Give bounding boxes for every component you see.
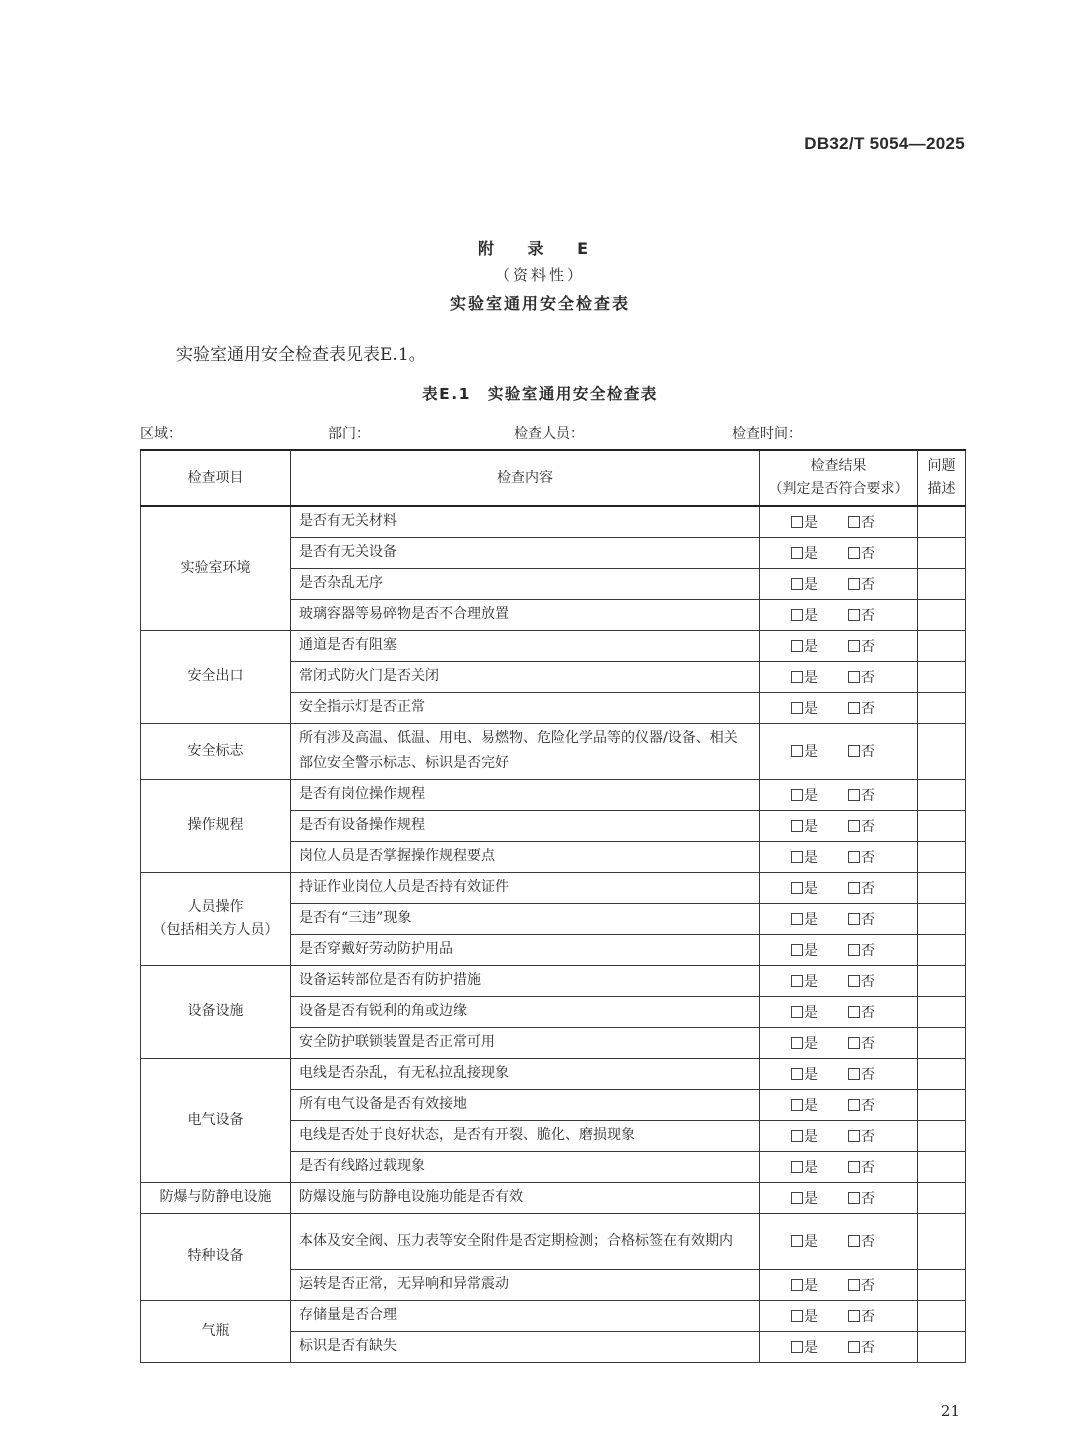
table-caption: 表E.1 实验室通用安全检查表: [422, 385, 658, 403]
check-content-item: 电线是否处于良好状态，是否有开裂、脆化、磨损现象: [291, 1120, 760, 1151]
no-option[interactable]: [848, 1157, 875, 1177]
yes-label: 是: [804, 576, 818, 593]
no-checkbox[interactable]: [848, 913, 860, 925]
yes-label: 是: [804, 1066, 818, 1083]
no-label: 否: [861, 1190, 875, 1207]
yes-label: 是: [804, 638, 818, 655]
no-option[interactable]: [848, 605, 875, 625]
issue-description-cell[interactable]: [918, 537, 966, 568]
yes-checkbox[interactable]: [791, 975, 803, 987]
header-check-item: 检查项目: [141, 450, 291, 506]
no-label: 否: [861, 1159, 875, 1176]
check-category: 操作规程: [141, 779, 291, 872]
no-checkbox[interactable]: [848, 578, 860, 590]
yes-label: 是: [804, 1234, 818, 1250]
yes-checkbox[interactable]: [791, 578, 803, 590]
no-option[interactable]: [848, 1231, 875, 1251]
yes-option[interactable]: [791, 1337, 818, 1357]
yes-checkbox[interactable]: [791, 913, 803, 925]
yes-option[interactable]: [791, 971, 818, 991]
no-checkbox[interactable]: [848, 1006, 860, 1018]
yes-checkbox[interactable]: [791, 671, 803, 683]
issue-description-cell[interactable]: [918, 630, 966, 661]
no-checkbox[interactable]: [848, 1279, 860, 1291]
yes-label: 是: [804, 1128, 818, 1145]
check-content-item: 设备是否有锐利的角或边缘: [291, 996, 760, 1027]
yes-option[interactable]: [791, 1157, 818, 1177]
standard-code: DB32/T 5054—2025: [804, 134, 965, 153]
appendix-type: （资料性）: [494, 266, 585, 284]
check-result-cell: [760, 810, 918, 841]
yes-checkbox[interactable]: [791, 547, 803, 559]
check-result-cell: [760, 1213, 918, 1269]
check-content-item: 是否有线路过载现象: [291, 1151, 760, 1182]
issue-description-cell[interactable]: [918, 1120, 966, 1151]
check-content-item: 是否有“三违”现象: [291, 903, 760, 934]
check-content-item: 持证作业岗位人员是否持有效证件: [291, 872, 760, 903]
yes-option[interactable]: [791, 1064, 818, 1084]
issue-description-cell[interactable]: [918, 934, 966, 965]
form-meta-row: [140, 423, 964, 445]
yes-checkbox[interactable]: [791, 1068, 803, 1080]
no-option[interactable]: [848, 1064, 875, 1084]
yes-option[interactable]: [791, 1126, 818, 1146]
no-option[interactable]: [848, 667, 875, 687]
check-content-item: 是否有岗位操作规程: [291, 779, 760, 810]
header-issue-text: 问题 描述: [927, 458, 956, 497]
table-row: [141, 723, 966, 779]
no-option[interactable]: [848, 1126, 875, 1146]
table-row: [141, 506, 966, 537]
yes-label: 是: [804, 514, 818, 531]
issue-description-cell[interactable]: [918, 1089, 966, 1120]
yes-checkbox[interactable]: [791, 944, 803, 956]
no-option[interactable]: [848, 543, 875, 563]
yes-checkbox[interactable]: [791, 1310, 803, 1322]
check-content-item: 运转是否正常，无异响和异常震动: [291, 1269, 760, 1300]
issue-description-cell[interactable]: [918, 568, 966, 599]
check-result-cell: [760, 872, 918, 903]
yes-label: 是: [804, 942, 818, 959]
yes-option[interactable]: [791, 1306, 818, 1326]
check-result-cell: [760, 1089, 918, 1120]
no-label: 否: [861, 545, 875, 562]
check-category: 防爆与防静电设施: [141, 1182, 291, 1213]
no-checkbox[interactable]: [848, 1099, 860, 1111]
no-label: 否: [861, 576, 875, 593]
no-checkbox[interactable]: [848, 745, 860, 757]
no-option[interactable]: [848, 1337, 875, 1357]
no-checkbox[interactable]: [848, 1192, 860, 1204]
issue-description-cell[interactable]: [918, 872, 966, 903]
yes-label: 是: [804, 1159, 818, 1176]
issue-description-cell[interactable]: [918, 506, 966, 537]
no-checkbox[interactable]: [848, 1341, 860, 1353]
check-result-cell: [760, 506, 918, 537]
issue-description-cell[interactable]: [918, 1151, 966, 1182]
no-option[interactable]: [848, 1306, 875, 1326]
no-label: 否: [861, 880, 875, 897]
table-row: [141, 1182, 966, 1213]
no-label: 否: [861, 1004, 875, 1021]
no-checkbox[interactable]: [848, 1310, 860, 1322]
issue-description-cell[interactable]: [918, 661, 966, 692]
check-result-cell: [760, 1151, 918, 1182]
check-content-item: 防爆设施与防静电设施功能是否有效: [291, 1182, 760, 1213]
check-content-item: 所有涉及高温、低温、用电、易燃物、危险化学品等的仪器/设备、相关部位安全警示标志、标识是否完好: [291, 723, 760, 779]
issue-description-cell[interactable]: [918, 1182, 966, 1213]
table-row: [141, 872, 966, 903]
yes-checkbox[interactable]: [791, 640, 803, 652]
issue-description-cell[interactable]: [918, 996, 966, 1027]
yes-option[interactable]: [791, 741, 818, 761]
check-content-item: 本体及安全阀、压力表等安全附件是否定期检测；合格标签在有效期内: [291, 1213, 760, 1269]
table-row: [141, 1058, 966, 1089]
yes-checkbox[interactable]: [791, 1006, 803, 1018]
check-content-item: 岗位人员是否掌握操作规程要点: [291, 841, 760, 872]
no-checkbox[interactable]: [848, 702, 860, 714]
check-result-cell: [760, 1058, 918, 1089]
no-checkbox[interactable]: [848, 975, 860, 987]
yes-checkbox[interactable]: [791, 1037, 803, 1049]
yes-option[interactable]: [791, 698, 818, 718]
no-option[interactable]: [848, 512, 875, 532]
no-checkbox[interactable]: [848, 1161, 860, 1173]
yes-checkbox[interactable]: [791, 1341, 803, 1353]
issue-description-cell[interactable]: [918, 965, 966, 996]
no-option[interactable]: [848, 847, 875, 867]
check-result-cell: [760, 779, 918, 810]
no-label: 否: [861, 787, 875, 804]
issue-description-cell[interactable]: [918, 1213, 966, 1269]
no-label: 否: [861, 1066, 875, 1083]
no-checkbox[interactable]: [848, 820, 860, 832]
yes-option[interactable]: [791, 636, 818, 656]
check-result-cell: [760, 1269, 918, 1300]
issue-description-cell[interactable]: [918, 903, 966, 934]
table-row: [141, 965, 966, 996]
yes-label: 是: [804, 545, 818, 562]
yes-label: 是: [804, 1277, 818, 1294]
yes-checkbox[interactable]: [791, 882, 803, 894]
no-option[interactable]: [848, 1188, 875, 1208]
yes-label: 是: [804, 1339, 818, 1356]
no-checkbox[interactable]: [848, 1037, 860, 1049]
no-checkbox[interactable]: [848, 1130, 860, 1142]
yes-option[interactable]: [791, 847, 818, 867]
no-option[interactable]: [848, 574, 875, 594]
yes-option[interactable]: [791, 1002, 818, 1022]
yes-checkbox[interactable]: [791, 1099, 803, 1111]
issue-description-cell[interactable]: [918, 692, 966, 723]
check-category: 安全出口: [141, 630, 291, 723]
issue-description-cell[interactable]: [918, 723, 966, 779]
check-category: 安全标志: [141, 723, 291, 779]
check-result-cell: [760, 1120, 918, 1151]
header-check-result-text: 检查结果 （判定是否符合要求）: [768, 458, 909, 497]
checklist-body: [141, 506, 966, 1362]
issue-description-cell[interactable]: [918, 1269, 966, 1300]
check-content-item: 安全指示灯是否正常: [291, 692, 760, 723]
no-checkbox[interactable]: [848, 516, 860, 528]
check-category: 设备设施: [141, 965, 291, 1058]
yes-checkbox[interactable]: [791, 1161, 803, 1173]
appendix-title: 附 录 E: [477, 239, 603, 258]
no-checkbox[interactable]: [848, 609, 860, 621]
no-option[interactable]: [848, 1033, 875, 1053]
safety-checklist-table: [140, 449, 966, 1363]
issue-description-cell[interactable]: [918, 1027, 966, 1058]
check-result-cell: [760, 537, 918, 568]
no-label: 否: [861, 744, 875, 760]
no-option[interactable]: [848, 878, 875, 898]
yes-option[interactable]: [791, 878, 818, 898]
yes-option[interactable]: [791, 1095, 818, 1115]
area-label: 区域：: [140, 426, 182, 442]
issue-description-cell[interactable]: [918, 1331, 966, 1362]
yes-option[interactable]: [791, 543, 818, 563]
yes-checkbox[interactable]: [791, 745, 803, 757]
yes-label: 是: [804, 787, 818, 804]
yes-option[interactable]: [791, 605, 818, 625]
yes-option[interactable]: [791, 512, 818, 532]
yes-label: 是: [804, 880, 818, 897]
check-content-item: 是否有无关材料: [291, 506, 760, 537]
check-result-cell: [760, 599, 918, 630]
yes-label: 是: [804, 669, 818, 686]
no-option[interactable]: [848, 971, 875, 991]
check-content-item: 常闭式防火门是否关闭: [291, 661, 760, 692]
yes-checkbox[interactable]: [791, 820, 803, 832]
yes-option[interactable]: [791, 940, 818, 960]
check-content-item: 标识是否有缺失: [291, 1331, 760, 1362]
inspection-time-label: 检查时间：: [732, 426, 802, 442]
yes-option[interactable]: [791, 667, 818, 687]
no-label: 否: [861, 1035, 875, 1052]
no-option[interactable]: [848, 698, 875, 718]
check-result-cell: [760, 723, 918, 779]
no-checkbox[interactable]: [848, 640, 860, 652]
check-content-item: 电线是否杂乱，有无私拉乱接现象: [291, 1058, 760, 1089]
check-content-item: 是否有设备操作规程: [291, 810, 760, 841]
yes-checkbox[interactable]: [791, 516, 803, 528]
yes-checkbox[interactable]: [791, 1130, 803, 1142]
yes-label: 是: [804, 973, 818, 990]
inspector-label: 检查人员：: [514, 426, 584, 442]
check-result-cell: [760, 661, 918, 692]
check-content-item: 存储量是否合理: [291, 1300, 760, 1331]
intro-paragraph: 实验室通用安全检查表见表E.1。: [176, 345, 426, 365]
no-option[interactable]: [848, 1002, 875, 1022]
yes-option[interactable]: [791, 909, 818, 929]
no-label: 否: [861, 818, 875, 835]
yes-checkbox[interactable]: [791, 609, 803, 621]
no-label: 否: [861, 1339, 875, 1356]
table-row: [141, 779, 966, 810]
department-label: 部门：: [328, 426, 370, 442]
no-label: 否: [861, 607, 875, 624]
check-result-cell: [760, 1300, 918, 1331]
no-option[interactable]: [848, 816, 875, 836]
no-option[interactable]: [848, 1275, 875, 1295]
yes-option[interactable]: [791, 1231, 818, 1251]
yes-option[interactable]: [791, 816, 818, 836]
issue-description-cell[interactable]: [918, 841, 966, 872]
yes-option[interactable]: [791, 1275, 818, 1295]
yes-option[interactable]: [791, 1188, 818, 1208]
yes-checkbox[interactable]: [791, 851, 803, 863]
table-row: [141, 630, 966, 661]
yes-label: 是: [804, 1035, 818, 1052]
check-content-item: 是否穿戴好劳动防护用品: [291, 934, 760, 965]
issue-description-cell[interactable]: [918, 1300, 966, 1331]
no-label: 否: [861, 849, 875, 866]
check-result-cell: [760, 934, 918, 965]
check-content-item: 设备运转部位是否有防护措施: [291, 965, 760, 996]
check-content-item: 是否有无关设备: [291, 537, 760, 568]
yes-checkbox[interactable]: [791, 1192, 803, 1204]
page-number: 21: [940, 1402, 960, 1420]
header-issue-description: [918, 450, 966, 506]
no-label: 否: [861, 669, 875, 686]
table-row: [141, 1300, 966, 1331]
appendix-name: 实验室通用安全检查表: [449, 294, 630, 313]
yes-label: 是: [804, 607, 818, 624]
no-option[interactable]: [848, 1095, 875, 1115]
no-checkbox[interactable]: [848, 671, 860, 683]
yes-label: 是: [804, 744, 818, 760]
no-label: 否: [861, 1097, 875, 1114]
yes-label: 是: [804, 911, 818, 928]
no-label: 否: [861, 700, 875, 717]
check-category: 人员操作 （包括相关方人员）: [141, 872, 291, 965]
check-result-cell: [760, 1027, 918, 1058]
no-label: 否: [861, 1277, 875, 1294]
no-checkbox[interactable]: [848, 789, 860, 801]
issue-description-cell[interactable]: [918, 599, 966, 630]
no-label: 否: [861, 911, 875, 928]
check-content-item: 通道是否有阻塞: [291, 630, 760, 661]
no-label: 否: [861, 638, 875, 655]
no-checkbox[interactable]: [848, 851, 860, 863]
check-result-cell: [760, 903, 918, 934]
yes-label: 是: [804, 849, 818, 866]
check-result-cell: [760, 630, 918, 661]
yes-label: 是: [804, 818, 818, 835]
check-result-cell: [760, 1331, 918, 1362]
no-option[interactable]: [848, 909, 875, 929]
no-label: 否: [861, 514, 875, 531]
check-category: 气瓶: [141, 1300, 291, 1362]
no-option[interactable]: [848, 940, 875, 960]
no-checkbox[interactable]: [848, 1235, 860, 1247]
check-result-cell: [760, 965, 918, 996]
issue-description-cell[interactable]: [918, 1058, 966, 1089]
yes-label: 是: [804, 1308, 818, 1325]
no-label: 否: [861, 1308, 875, 1325]
no-checkbox[interactable]: [848, 944, 860, 956]
check-category: 实验室环境: [141, 506, 291, 630]
header-check-result: [760, 450, 918, 506]
yes-checkbox[interactable]: [791, 1235, 803, 1247]
check-result-cell: [760, 996, 918, 1027]
check-category: 电气设备: [141, 1058, 291, 1182]
issue-description-cell[interactable]: [918, 779, 966, 810]
check-result-cell: [760, 841, 918, 872]
check-category: 特种设备: [141, 1213, 291, 1300]
no-option[interactable]: [848, 785, 875, 805]
check-content-item: 玻璃容器等易碎物是否不合理放置: [291, 599, 760, 630]
check-content-item: 安全防护联锁装置是否正常可用: [291, 1027, 760, 1058]
no-label: 否: [861, 942, 875, 959]
check-result-cell: [760, 568, 918, 599]
yes-checkbox[interactable]: [791, 1279, 803, 1291]
yes-label: 是: [804, 1004, 818, 1021]
no-label: 否: [861, 973, 875, 990]
yes-label: 是: [804, 1190, 818, 1207]
yes-option[interactable]: [791, 574, 818, 594]
yes-label: 是: [804, 700, 818, 717]
no-checkbox[interactable]: [848, 1068, 860, 1080]
yes-option[interactable]: [791, 1033, 818, 1053]
check-content-item: 所有电气设备是否有效接地: [291, 1089, 760, 1120]
check-content-item: 是否杂乱无序: [291, 568, 760, 599]
yes-checkbox[interactable]: [791, 702, 803, 714]
yes-label: 是: [804, 1097, 818, 1114]
header-check-content: 检查内容: [291, 450, 760, 506]
no-checkbox[interactable]: [848, 882, 860, 894]
yes-option[interactable]: [791, 785, 818, 805]
no-option[interactable]: [848, 636, 875, 656]
check-result-cell: [760, 692, 918, 723]
yes-checkbox[interactable]: [791, 789, 803, 801]
no-checkbox[interactable]: [848, 547, 860, 559]
no-label: 否: [861, 1128, 875, 1145]
issue-description-cell[interactable]: [918, 810, 966, 841]
no-label: 否: [861, 1234, 875, 1250]
no-option[interactable]: [848, 741, 875, 761]
check-result-cell: [760, 1182, 918, 1213]
table-row: [141, 1213, 966, 1269]
